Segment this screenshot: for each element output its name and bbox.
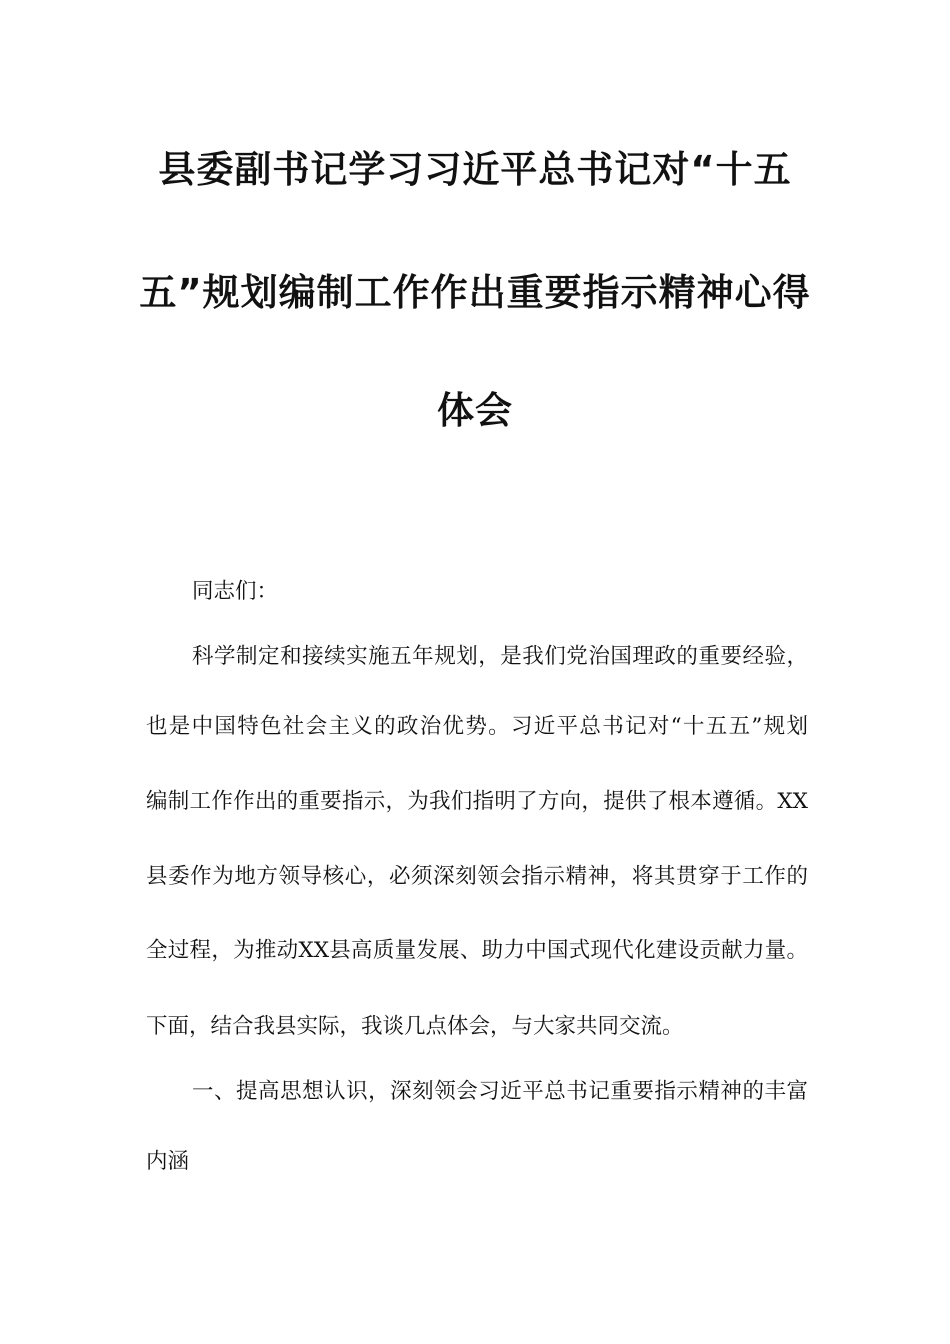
section-heading-line: 一、提高思想认识，深刻领会习近平总书记重要指示精神的丰富	[192, 1079, 808, 1104]
document-title-line-2: 五”规划编制工作作出重要指示精神心得	[139, 271, 811, 314]
paragraph-line: 县委作为地方领导核心，必须深刻领会指示精神，将其贯穿于工作的	[146, 864, 808, 889]
document-title-line-3: 体会	[437, 389, 513, 432]
paragraph-line: 科学制定和接续实施五年规划，是我们党治国理政的重要经验，	[192, 644, 808, 669]
paragraph-line: 下面，结合我县实际，我谈几点体会，与大家共同交流。	[146, 1014, 684, 1039]
section-heading-line: 内涵	[146, 1149, 190, 1174]
paragraph-line: 也是中国特色社会主义的政治优势。习近平总书记对“十五五”规划	[146, 714, 808, 739]
document-title-line-1: 县委副书记学习习近平总书记对“十五	[158, 148, 792, 191]
paragraph-line: 编制工作作出的重要指示，为我们指明了方向，提供了根本遵循。XX	[146, 789, 808, 814]
paragraph-line: 全过程，为推动XX县高质量发展、助力中国式现代化建设贡献力量。	[146, 938, 808, 963]
salutation: 同志们：	[192, 579, 279, 604]
